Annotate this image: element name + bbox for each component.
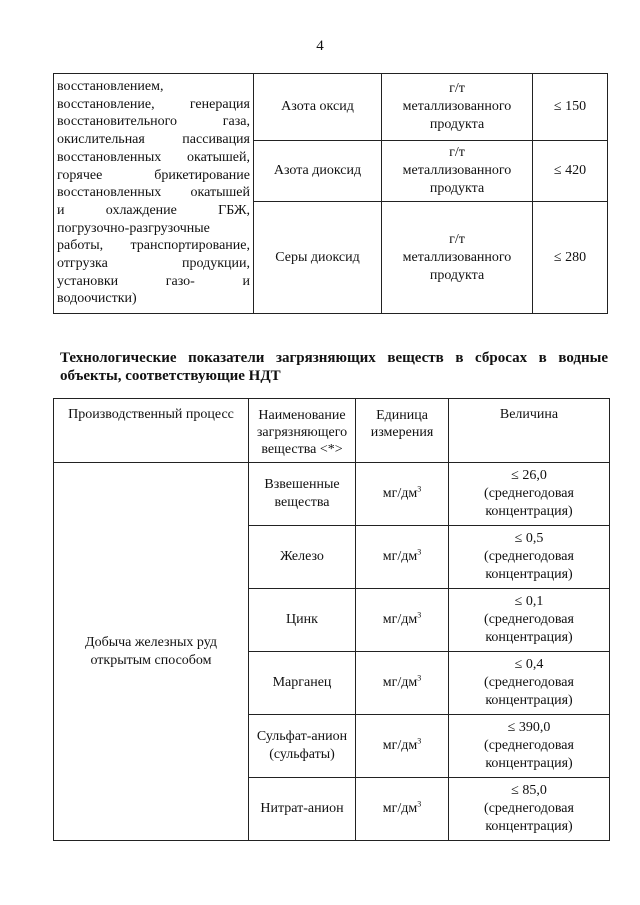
- process-line: восстановленных окатышей,: [57, 149, 250, 165]
- unit-base: мг/дм: [382, 738, 418, 753]
- substance-cell: [249, 715, 356, 778]
- header-line: вещества <*>: [261, 442, 343, 457]
- unit-cell: [356, 526, 449, 589]
- unit-cell: [356, 652, 449, 715]
- value-cell: [449, 778, 610, 841]
- emissions-table: [53, 73, 608, 314]
- substance-line: Взвешенные: [264, 477, 340, 492]
- header-line: Наименование: [258, 408, 346, 423]
- substance-cell: [249, 652, 356, 715]
- unit-line: г/т: [449, 231, 465, 247]
- unit-line: продукта: [429, 181, 485, 196]
- header-line: загрязняющего: [256, 425, 348, 440]
- value-line: (среднегодовая: [484, 549, 574, 564]
- process-line: восстановление, генерация: [57, 96, 250, 112]
- value-line: ≤ 0,4: [514, 657, 544, 672]
- unit-base: мг/дм: [382, 801, 418, 816]
- substance-line: Цинк: [286, 612, 318, 627]
- process-line: установки газо- и: [57, 273, 250, 289]
- unit-exponent: 3: [417, 799, 422, 809]
- unit-exponent: 3: [417, 736, 422, 746]
- unit-cell: [356, 463, 449, 526]
- unit-exponent: 3: [417, 610, 422, 620]
- substance-line: (сульфаты): [269, 747, 335, 762]
- process-line: водоочистки): [57, 291, 137, 307]
- process-line: горячее брикетирование: [57, 167, 250, 183]
- value-line: ≤ 0,5: [514, 531, 544, 546]
- substance-cell: Азота диоксид: [254, 141, 382, 202]
- unit-cell: [356, 589, 449, 652]
- substance-line: вещества: [274, 495, 330, 510]
- value-cell: [449, 463, 610, 526]
- process-line: восстановленных окатышей: [57, 185, 250, 201]
- section-heading: Технологические показатели загрязняющих веществ в сбросах в водные объекты, соответствующие НДТ: [60, 350, 608, 384]
- value-line: концентрация): [485, 630, 573, 645]
- value-line: концентрация): [485, 693, 573, 708]
- value-cell: ≤ 420: [533, 141, 608, 202]
- table-header-row: [54, 399, 610, 463]
- unit-cell: [382, 74, 533, 141]
- unit-cell: [356, 778, 449, 841]
- value-line: концентрация): [485, 819, 573, 834]
- value-line: (среднегодовая: [484, 675, 574, 690]
- unit-exponent: 3: [417, 673, 422, 683]
- value-cell: ≤ 280: [533, 202, 608, 314]
- value-cell: ≤ 150: [533, 74, 608, 141]
- page-number: 4: [316, 38, 324, 54]
- unit-cell: [356, 715, 449, 778]
- value-cell: [449, 652, 610, 715]
- process-description: [57, 78, 250, 308]
- process-cell: [54, 74, 254, 314]
- substance-line: Нитрат-анион: [260, 801, 344, 816]
- value-line: ≤ 390,0: [507, 720, 551, 735]
- substance-cell: [249, 778, 356, 841]
- unit-cell: [382, 202, 533, 314]
- substance-cell: [249, 589, 356, 652]
- header-line: измерения: [370, 425, 434, 440]
- table-row: [54, 463, 610, 526]
- value-cell: [449, 715, 610, 778]
- unit-base: мг/дм: [382, 486, 418, 501]
- process-line: отгрузка продукции,: [57, 256, 250, 272]
- value-cell: [449, 589, 610, 652]
- unit-exponent: 3: [417, 484, 422, 494]
- value-line: ≤ 85,0: [511, 783, 547, 798]
- header-process: Производственный процесс: [54, 399, 249, 463]
- value-line: концентрация): [485, 756, 573, 771]
- header-value: Величина: [449, 399, 610, 463]
- process-line: восстановительного газа,: [57, 114, 250, 130]
- value-cell: [449, 526, 610, 589]
- unit-line: металлизованного: [402, 99, 512, 114]
- process-cell: [54, 463, 249, 841]
- process-line: погрузочно-разгрузочные: [57, 220, 210, 236]
- value-line: ≤ 0,1: [514, 594, 544, 609]
- substance-cell: [249, 526, 356, 589]
- value-line: (среднегодовая: [484, 801, 574, 816]
- value-line: (среднегодовая: [484, 486, 574, 501]
- value-line: (среднегодовая: [484, 612, 574, 627]
- substance-cell: [249, 463, 356, 526]
- unit-line: г/т: [449, 81, 465, 96]
- unit-base: мг/дм: [382, 675, 418, 690]
- process-line: окислительная пассивация: [57, 132, 250, 148]
- substance-cell: Серы диоксид: [254, 202, 382, 314]
- process-line: и охлаждение ГБЖ,: [57, 202, 250, 218]
- unit-line: продукта: [429, 117, 485, 132]
- substance-cell: Азота оксид: [254, 74, 382, 141]
- unit-base: мг/дм: [382, 612, 418, 627]
- process-line: работы, транспортирование,: [57, 238, 250, 254]
- value-line: концентрация): [485, 504, 573, 519]
- value-line: ≤ 26,0: [511, 468, 547, 483]
- value-line: (среднегодовая: [484, 738, 574, 753]
- unit-exponent: 3: [417, 547, 422, 557]
- process-line: Добыча железных руд: [85, 634, 217, 650]
- process-line: открытым способом: [90, 652, 212, 668]
- substance-line: Железо: [280, 549, 324, 564]
- unit-line: г/т: [449, 145, 465, 160]
- unit-line: металлизованного: [402, 249, 512, 265]
- header-line: Единица: [376, 408, 428, 423]
- unit-line: продукта: [429, 267, 485, 283]
- substance-line: Марганец: [272, 675, 332, 690]
- value-line: концентрация): [485, 567, 573, 582]
- unit-base: мг/дм: [382, 549, 418, 564]
- header-substance: [249, 399, 356, 463]
- substance-line: Сульфат-анион: [256, 729, 348, 744]
- unit-cell: [382, 141, 533, 202]
- table-row: [54, 74, 608, 141]
- discharges-table: [53, 398, 610, 841]
- process-line: восстановлением,: [57, 79, 164, 94]
- header-unit: [356, 399, 449, 463]
- unit-line: металлизованного: [402, 163, 512, 178]
